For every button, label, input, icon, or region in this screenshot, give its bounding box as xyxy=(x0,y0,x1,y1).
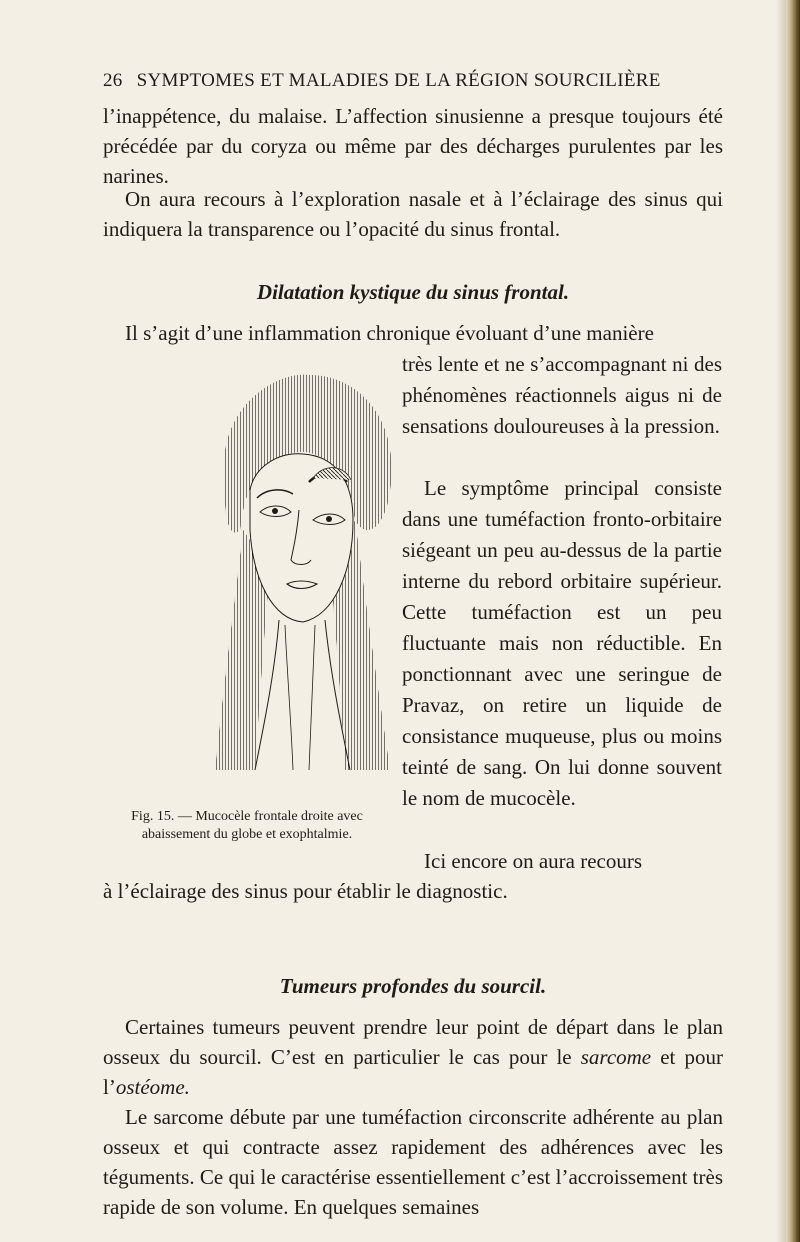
section-1-column-text-3: Ici encore on aura recours xyxy=(424,849,643,873)
emphasis-sarcome: sarcome xyxy=(580,1045,652,1069)
paragraph-1: l’inappétence, du malaise. L’affection sinusienne a presque toujours été précédée par du coryza ou même par des décharges purulentes par les narines. xyxy=(103,104,723,188)
running-header xyxy=(103,70,683,92)
text-segment: et pour l’ xyxy=(103,1045,723,1099)
section-2-paragraph-2: Le sarcome débute par une tuméfaction circonscrite adhérente au plan osseux et qui contracte assez rapidement des adhérences avec les téguments. Ce qui le caractérise essentiellement c’est l’accroissement très rapide de son volume. En quelques semaines xyxy=(103,1105,723,1219)
figure-illustration xyxy=(195,370,410,790)
page-gutter-shadow xyxy=(776,0,786,1242)
section-1-column-text-2: Le symptôme principal consiste dans une tuméfaction fronto-orbitaire siégeant un peu au-dessus de la partie interne du rebord orbitaire supérieur. Cette tuméfaction est un peu fluctuante mais non réductible. En ponctionnant avec une seringue de Pravaz, on retire un liquide de consistance muqueuse, plus ou moins teinté de sang. On lui donne souvent le nom de mucocèle. xyxy=(402,476,722,810)
paragraph-2: On aura recours à l’exploration nasale et à l’éclairage des sinus qui indiquera la transparence ou l’opacité du sinus frontal. xyxy=(103,187,723,241)
running-title: SYMPTOMES ET MALADIES DE LA RÉGION SOURCILIÈRE xyxy=(136,70,661,91)
section-title-tumeurs: Tumeurs profondes du sourcil. xyxy=(279,974,547,998)
page-edge xyxy=(786,0,800,1242)
figure-caption: Fig. 15. — Mucocèle frontale droite avec abaissement du globe et exophtalmie. xyxy=(131,809,363,842)
section-1-intro: Il s’agit d’une inflammation chronique évoluant d’une manière xyxy=(125,321,654,345)
emphasis-osteome: ostéome. xyxy=(115,1075,190,1099)
section-1-column-text: très lente et ne s’accompagnant ni des phénomènes réactionnels aigus ni de sensations douloureuses à la pression. xyxy=(402,352,722,438)
section-2-paragraph-1 xyxy=(103,1012,723,1102)
section-title-dilatation: Dilatation kystique du sinus frontal. xyxy=(256,280,570,304)
section-1-end: à l’éclairage des sinus pour établir le diagnostic. xyxy=(103,879,508,903)
figure-15-engraving xyxy=(195,370,410,790)
page-number: 26 xyxy=(103,70,123,91)
text-segment: Certaines tumeurs peuvent prendre leur point de départ dans le plan osseux du sourcil. C’est en particulier le cas pour le xyxy=(103,1015,723,1069)
